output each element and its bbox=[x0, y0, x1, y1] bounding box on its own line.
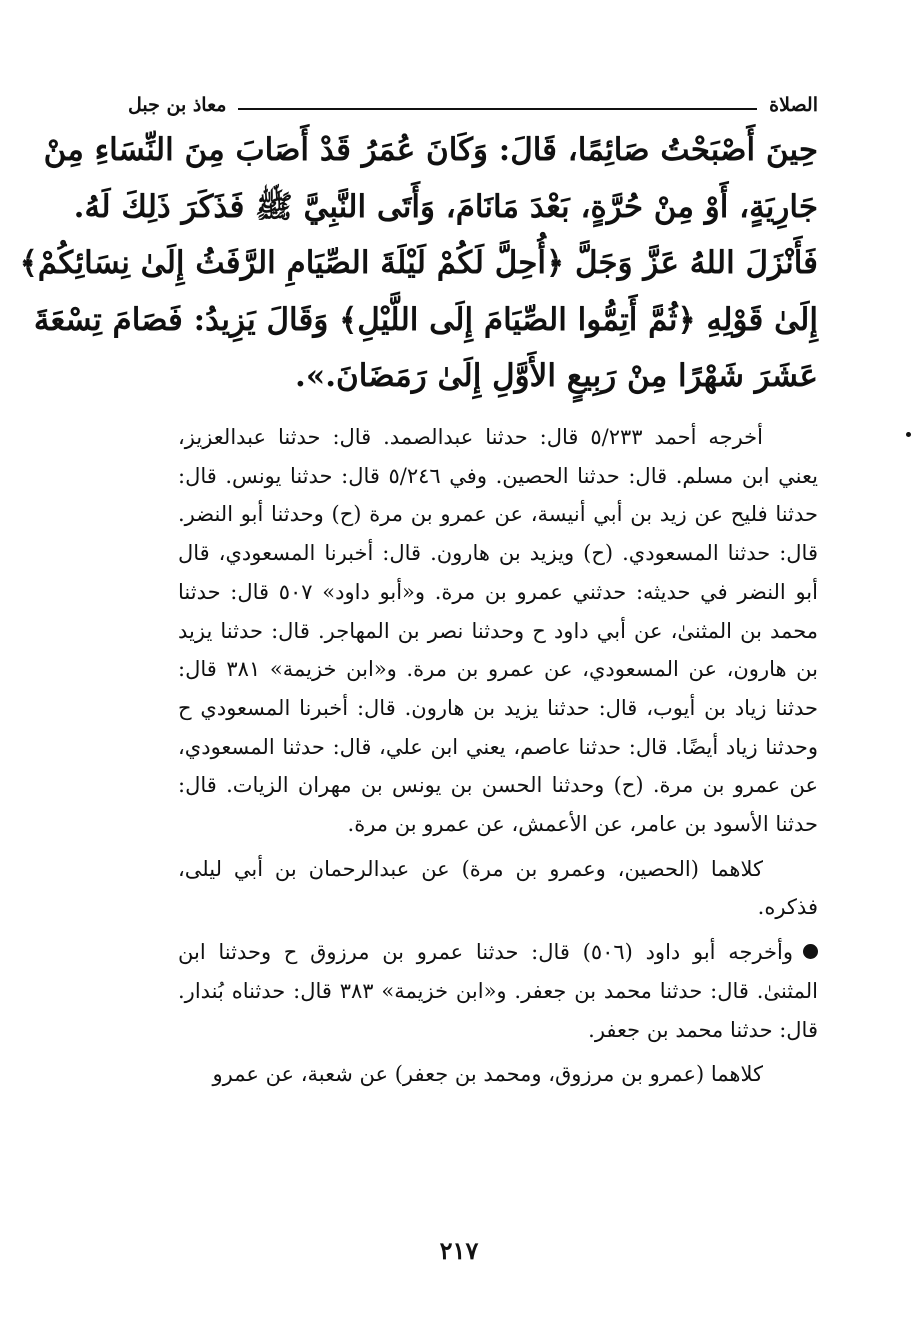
takhrij-paragraph-3 bbox=[178, 933, 818, 1049]
takhrij-section bbox=[178, 418, 818, 1094]
section-title: معاذ بن جبل bbox=[128, 94, 227, 116]
bullet-icon bbox=[803, 944, 818, 959]
hadith-line: إِلَىٰ قَوْلِهِ ﴿ثُمَّ أَتِمُّوا الصِّيَامَ إِلَى اللَّيْلِ﴾ وَقَالَ يَزِيدُ: فَصَامَ تِسْعَةَ bbox=[33, 301, 818, 338]
running-header bbox=[128, 90, 818, 120]
hadith-line: حِينَ أَصْبَحْتُ صَائِمًا، قَالَ: وَكَانَ عُمَرُ قَدْ أَصَابَ مِنَ النِّسَاءِ مِنْ bbox=[43, 132, 818, 168]
takhrij-paragraph-3-text: وأخرجه أبو داود (٥٠٦) قال: حدثنا عمرو بن مرزوق ح وحدثنا ابن المثنىٰ. قال: حدثنا محمد بن جعفر. و«ابن خزيمة» ٣٨٣ قال: حدثناه بُندار. قال: حدثنا محمد بن جعفر. bbox=[178, 940, 818, 1042]
takhrij-paragraph-1: أخرجه أحمد ٥/٢٣٣ قال: حدثنا عبدالصمد. قال: حدثنا عبدالعزيز، يعني ابن مسلم. قال: حدثنا الحصين. وفي ٥/٢٤٦ قال: حدثنا يونس. قال: حدثنا فليح عن زيد بن أبي أنيسة، عن عمرو بن مرة (ح) وحدثنا أبو النضر. قال: حدثنا المسعودي. (ح) ويزيد بن هارون. قال: أخبرنا المسعودي، قال أبو النضر في حديثه: حدثني عمرو بن مرة. و«أبو داود» ٥٠٧ قال: حدثنا محمد بن المثنىٰ، عن أبي داود ح وحدثنا نصر بن المهاجر. قال: حدثنا يزيد بن هارون، عن المسعودي، عن عمرو بن مرة. و«ابن خزيمة» ٣٨١ قال: حدثنا زياد بن أيوب، قال: حدثنا يزيد بن هارون. قال: أخبرنا المسعودي ح وحدثنا زياد أيضًا. قال: حدثنا عاصم، يعني ابن علي، قال: حدثنا المسعودي، عن عمرو بن مرة. (ح) وحدثنا الحسن بن يونس بن مهران الزيات. قال: حدثنا الأسود بن عامر، عن الأعمش، عن عمرو بن مرة. bbox=[178, 425, 819, 837]
takhrij-paragraph-4: كلاهما (عمرو بن مرزوق، ومحمد بن جعفر) عن شعبة، عن عمرو bbox=[212, 1062, 763, 1087]
hadith-line: فَأَنْزَلَ اللهُ عَزَّ وَجَلَّ ﴿أُحِلَّ لَكُمْ لَيْلَةَ الصِّيَامِ الرَّفَثُ إِلَىٰ نِسَائِكُمْ﴾ bbox=[19, 245, 818, 281]
takhrij-paragraph-2: كلاهما (الحصين، وعمرو بن مرة) عن عبدالرحمان بن أبي ليلى، فذكره. bbox=[178, 856, 818, 920]
margin-dot bbox=[906, 432, 911, 437]
chapter-title: الصلاة bbox=[769, 94, 818, 116]
page-number: ٢١٧ bbox=[439, 1236, 479, 1265]
hadith-line: جَارِيَةٍ، أَوْ مِنْ حُرَّةٍ، بَعْدَ مَانَامَ، وَأَتَى النَّبِيَّ ﷺ فَذَكَرَ ذَلِكَ لَهُ. bbox=[73, 188, 818, 225]
hadith-text bbox=[19, 122, 818, 405]
header-rule bbox=[238, 108, 757, 110]
hadith-line: عَشَرَ شَهْرًا مِنْ رَبِيعٍ الأَوَّلِ إِلَىٰ رَمَضَانَ.». bbox=[295, 358, 818, 394]
